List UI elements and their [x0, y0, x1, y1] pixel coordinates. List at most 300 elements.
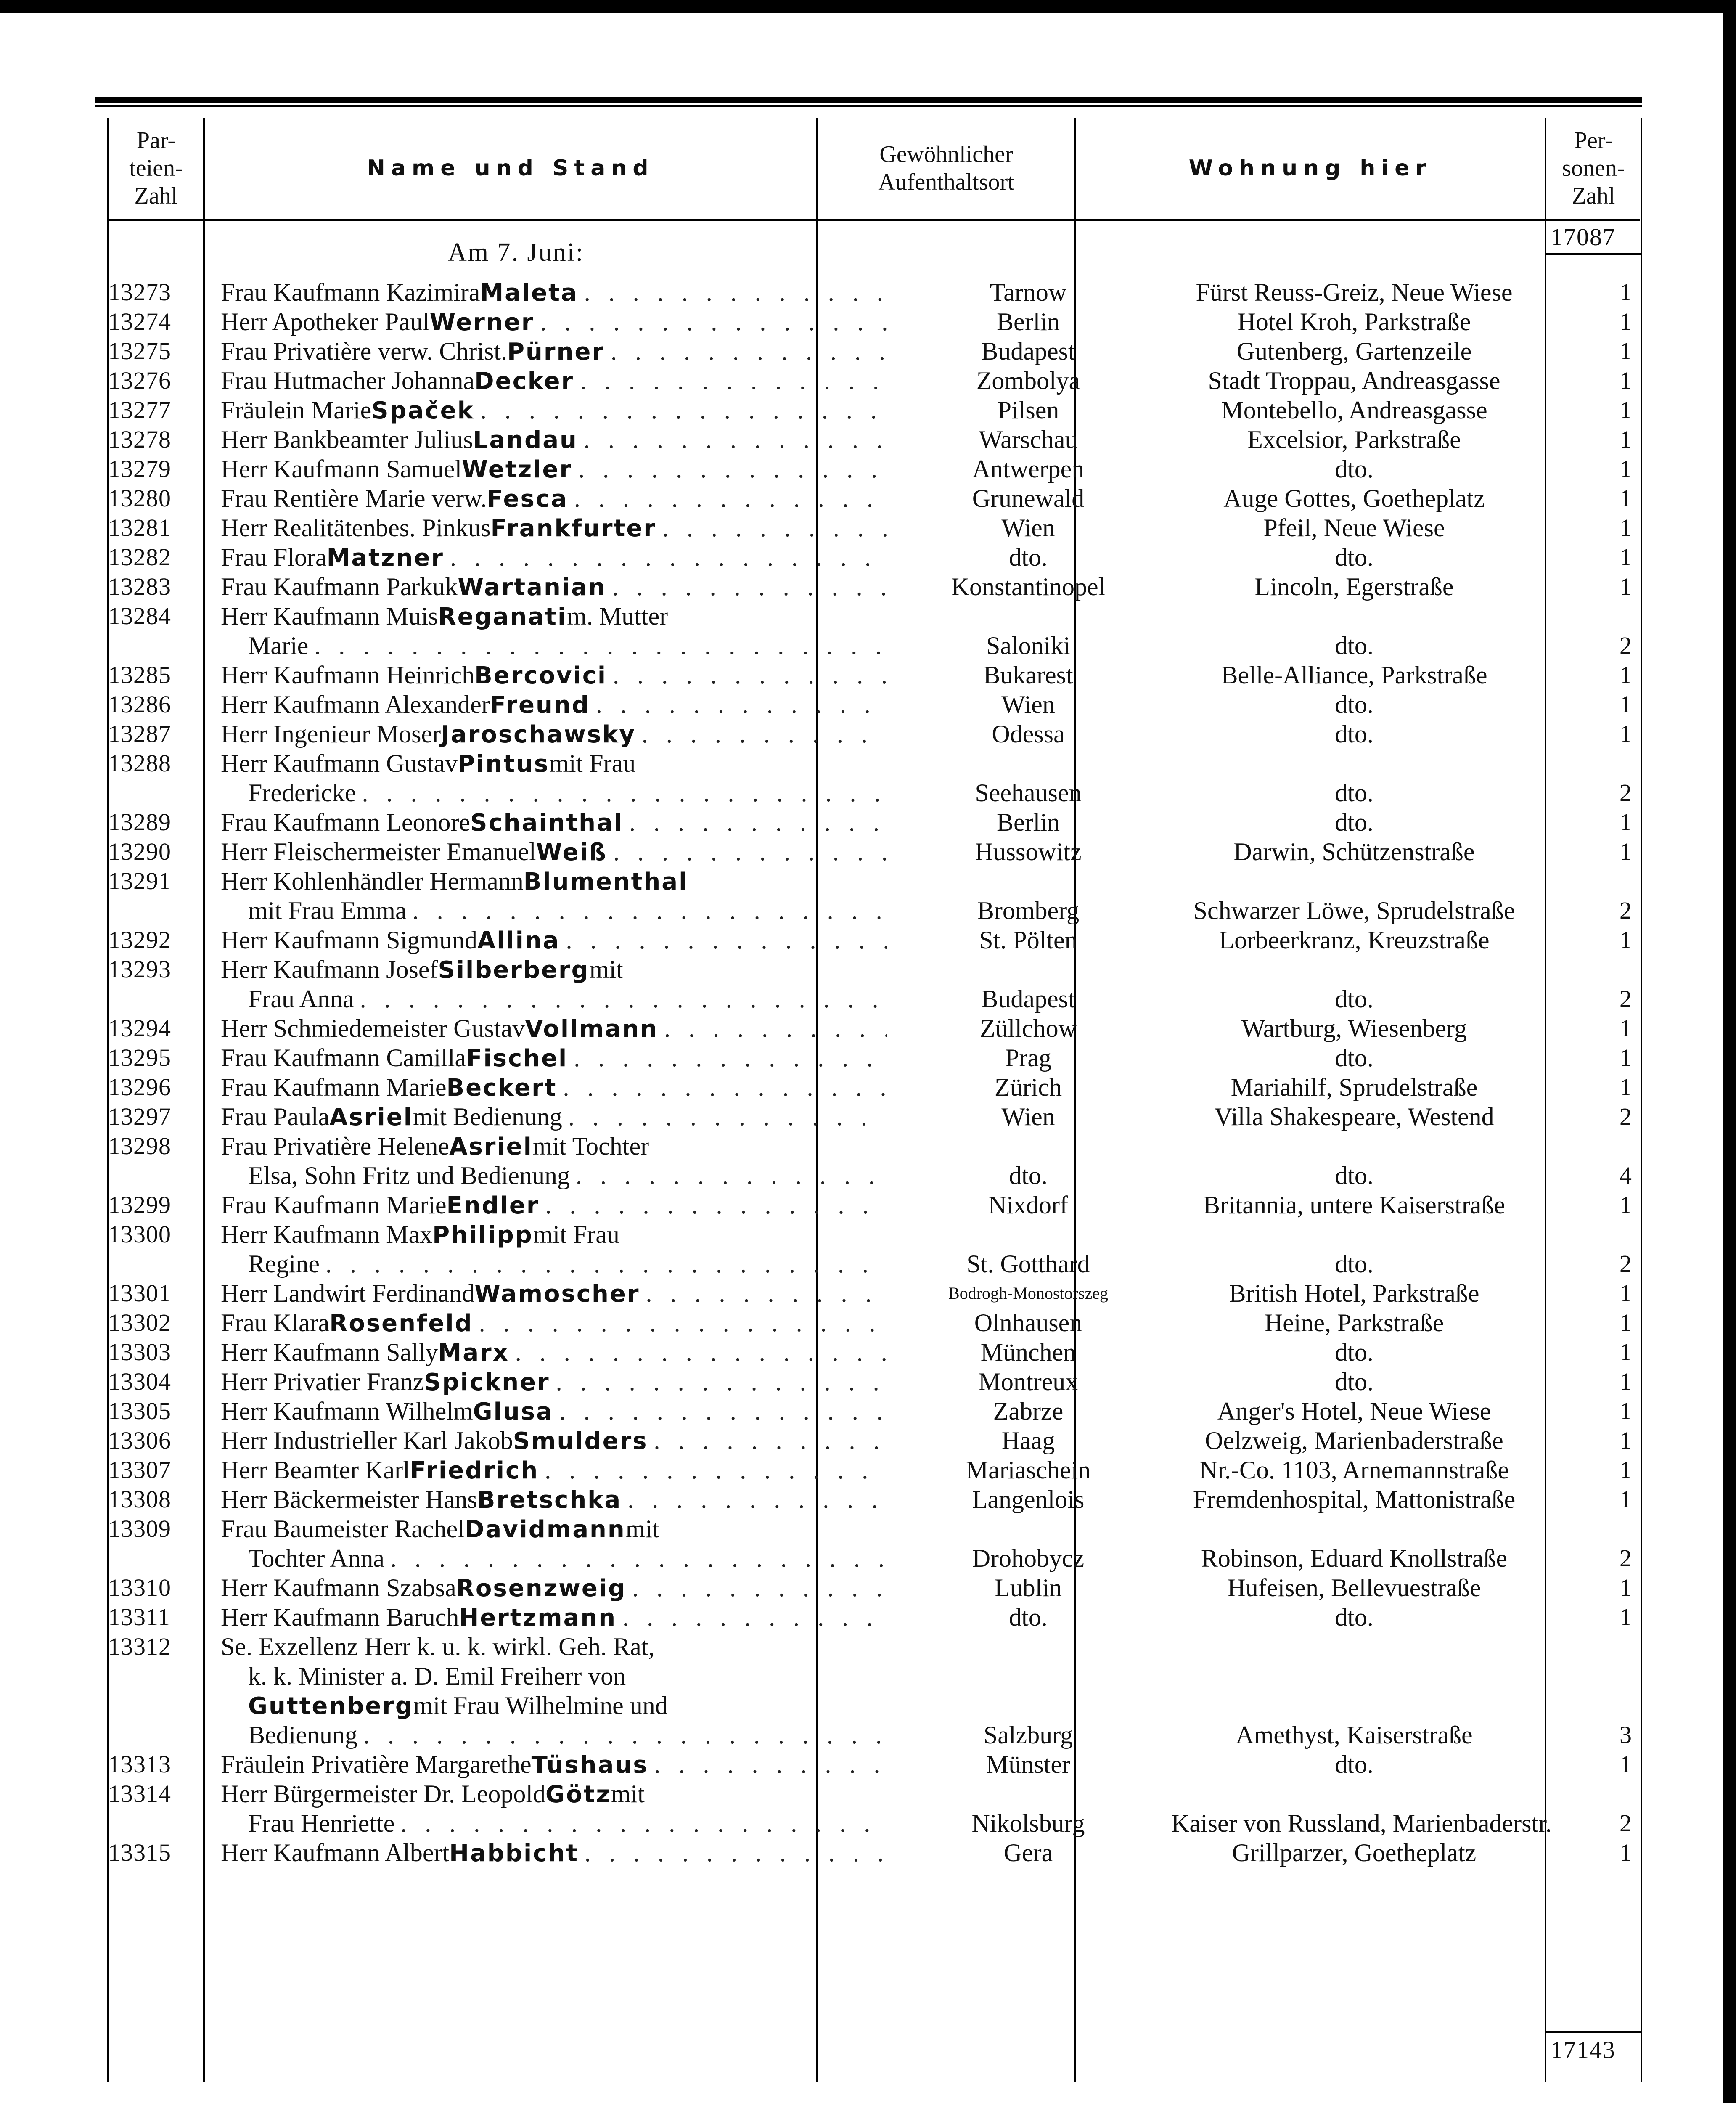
entry-person-count: 1 [1620, 1486, 1632, 1513]
entry-title: Herr Kaufmann Albert [221, 1839, 450, 1867]
entry-person-count: 4 [1620, 1162, 1632, 1189]
entry-lodging: Oelzweig, Marienbaderstraße [1205, 1427, 1503, 1454]
entry-person-count: 1 [1620, 426, 1632, 453]
entry-surname: Wetzler [462, 456, 573, 483]
entry-companion: Marie [248, 632, 309, 660]
table-row [95, 1190, 1642, 1220]
entry-surname: Freund [490, 691, 590, 719]
entry-name-line [221, 1073, 887, 1102]
entry-companion: mit Bedienung [413, 1103, 562, 1131]
entry-home-town: Odessa [992, 720, 1065, 748]
entry-name-and-status [221, 719, 887, 749]
entry-number: 13306 [108, 1427, 171, 1454]
entry-title: Herr Kaufmann Baruch [221, 1603, 459, 1631]
leader-dots [656, 513, 887, 543]
entry-name-and-status [221, 1102, 887, 1131]
entry-surname: Glusa [473, 1398, 553, 1425]
entry-name-line [221, 336, 887, 366]
entry-name-line [221, 955, 887, 984]
entry-surname: Allina [477, 927, 560, 954]
table-row [95, 513, 1642, 543]
entry-home-town: Wien [1001, 514, 1055, 542]
entry-surname: Fesca [487, 485, 568, 513]
entry-person-count: 1 [1620, 691, 1632, 718]
entry-name-line [221, 1014, 887, 1043]
entry-surname: Rosenfeld [329, 1310, 473, 1337]
leader-dots [509, 1338, 887, 1367]
entry-lodging: dto. [1335, 985, 1373, 1013]
entry-lodging: Wartburg, Wiesenberg [1241, 1014, 1467, 1042]
entry-person-count: 1 [1620, 1368, 1632, 1395]
entry-name-line [221, 601, 887, 631]
entry-name-and-status [221, 454, 887, 484]
leader-dots [622, 1485, 887, 1514]
entry-surname: Hertzmann [459, 1604, 617, 1632]
entry-lodging: Stadt Troppau, Andreasgasse [1208, 367, 1500, 395]
entry-title: Herr Kaufmann Wilhelm [221, 1397, 473, 1425]
entry-companion: mit [589, 956, 623, 983]
entry-number: 13308 [108, 1486, 171, 1513]
entry-name-and-status [221, 395, 887, 425]
entry-lodging: dto. [1335, 691, 1373, 718]
table-row [95, 1073, 1642, 1102]
entry-title: Fräulein Privatière Margarethe [221, 1751, 532, 1778]
entry-surname: Frankfurter [490, 515, 656, 542]
entry-title: Herr Schmiedemeister Gustav [221, 1014, 525, 1042]
entry-name-line [221, 984, 887, 1014]
entry-name-line [221, 1661, 887, 1691]
entry-name-and-status [221, 1073, 887, 1102]
entry-person-count: 1 [1620, 1839, 1632, 1866]
entry-lodging: Villa Shakespeare, Westend [1214, 1103, 1494, 1131]
entry-number: 13278 [108, 426, 171, 453]
entry-title: Frau Hutmacher Johanna [221, 367, 475, 395]
entry-name-line [221, 1809, 887, 1838]
entry-title: Se. Exzellenz Herr k. u. k. wirkl. Geh. Rat, [221, 1633, 655, 1661]
entry-name-line [221, 1161, 887, 1190]
entry-number: 13310 [108, 1574, 171, 1601]
table-row [95, 1131, 1642, 1190]
entry-lodging: Hotel Kroh, Parkstraße [1237, 308, 1471, 336]
entry-surname: Beckert [446, 1074, 557, 1102]
entry-person-count: 1 [1620, 543, 1632, 571]
table-row [95, 1779, 1642, 1838]
entry-home-town: dto. [1009, 1162, 1048, 1189]
leader-dots [648, 1750, 887, 1779]
entry-surname: Silberberg [438, 956, 590, 984]
entry-name-and-status [221, 1396, 887, 1426]
entry-home-town: Bromberg [977, 897, 1080, 924]
entry-name-line [221, 896, 887, 925]
entry-name-line [221, 1367, 887, 1396]
entry-home-town: Saloniki [986, 632, 1070, 660]
entry-person-count: 1 [1620, 720, 1632, 747]
final-total: 17143 [1551, 2036, 1616, 2063]
entry-number: 13285 [108, 661, 171, 689]
entry-name-and-status [221, 572, 887, 601]
entry-companion: mit Frau [549, 750, 636, 777]
entry-number: 13286 [108, 691, 171, 718]
entry-title: Herr Kaufmann Alexander [221, 691, 490, 718]
leader-dots [474, 395, 887, 425]
top-rule-heavy [95, 97, 1642, 103]
table-row [95, 1279, 1642, 1308]
leader-dots [384, 1544, 887, 1573]
entry-lodging: Belle-Alliance, Parkstraße [1221, 661, 1487, 689]
entry-surname: Spaček [371, 397, 474, 424]
entry-title: Frau Kaufmann Camilla [221, 1044, 466, 1072]
entry-surname: Friedrich [410, 1457, 539, 1484]
entry-person-count: 1 [1620, 1014, 1632, 1042]
leader-dots [539, 1455, 887, 1485]
leader-dots [550, 1367, 887, 1396]
entry-number: 13313 [108, 1751, 171, 1778]
table-row [95, 925, 1642, 955]
entry-title: Frau Kaufmann Marie [221, 1191, 447, 1219]
entry-number: 13277 [108, 396, 171, 424]
entry-title: Herr Kaufmann Max [221, 1221, 433, 1248]
carry-over-total: 17087 [1551, 223, 1616, 251]
entry-lodging: dto. [1335, 1603, 1373, 1631]
entry-title: Herr Kaufmann Gustav [221, 750, 458, 777]
entry-surname: Wartanian [458, 574, 606, 601]
entry-home-town: St. Gotthard [966, 1250, 1090, 1278]
entry-home-town: Lublin [995, 1574, 1062, 1602]
entry-person-count: 3 [1620, 1721, 1632, 1748]
entry-title: Herr Kaufmann Sigmund [221, 926, 477, 954]
entry-title: Herr Ingenieur Moser [221, 720, 441, 748]
header-name-und-stand: Name und Stand [367, 156, 654, 181]
table-row [95, 749, 1642, 808]
leader-dots [394, 1809, 887, 1838]
entry-lodging: Lincoln, Egerstraße [1254, 573, 1454, 601]
entry-title: Frau Kaufmann Leonore [221, 808, 471, 836]
entry-name-line [221, 366, 887, 395]
entry-title: Herr Kaufmann Muis [221, 602, 438, 630]
entry-name-line [221, 1279, 887, 1308]
entry-companion: Frau Henriette [248, 1809, 395, 1837]
entry-name-and-status [221, 1279, 887, 1308]
entry-name-line [221, 778, 887, 808]
table-row [95, 1602, 1642, 1632]
entry-name-line [221, 837, 887, 866]
entry-home-town: Budapest [981, 337, 1075, 365]
scan-border-right [1723, 0, 1736, 2103]
entry-name-and-status [221, 808, 887, 837]
entry-lodging: Auge Gottes, Goetheplatz [1223, 485, 1485, 512]
entry-lodging: dto. [1335, 455, 1373, 483]
entry-number: 13291 [108, 867, 171, 895]
entry-lodging: Anger's Hotel, Neue Wiese [1217, 1397, 1491, 1425]
entry-name-and-status [221, 749, 887, 808]
entry-surname: Wamoscher [474, 1280, 640, 1308]
entry-person-count: 1 [1620, 1073, 1632, 1101]
entry-number: 13284 [108, 602, 171, 630]
entry-companion: Fredericke [248, 779, 356, 807]
entry-surname: Asriel [449, 1133, 533, 1160]
leader-dots [539, 1190, 887, 1220]
entry-person-count: 1 [1620, 1338, 1632, 1366]
leader-dots [557, 1073, 887, 1102]
entry-person-count: 2 [1620, 1250, 1632, 1277]
entry-name-and-status [221, 837, 887, 866]
entry-home-town: Berlin [997, 808, 1060, 836]
entry-title: Frau Rentière Marie verw. [221, 485, 487, 512]
entry-title: Frau Flora [221, 543, 327, 571]
table-row [95, 690, 1642, 719]
entry-home-town: Züllchow [980, 1014, 1077, 1042]
entry-number: 13302 [108, 1309, 171, 1336]
entry-person-count: 1 [1620, 485, 1632, 512]
entry-name-line [221, 1573, 887, 1602]
entry-lodging: Kaiser von Russland, Marienbaderstr. [1171, 1809, 1552, 1837]
entry-name-line [221, 1308, 887, 1338]
entry-number: 13281 [108, 514, 171, 541]
leader-dots [626, 1573, 887, 1602]
entry-name-and-status [221, 1485, 887, 1514]
entry-name-and-status [221, 278, 887, 307]
table-row [95, 1308, 1642, 1338]
entry-person-count: 1 [1620, 337, 1632, 365]
entry-surname: Endler [446, 1192, 540, 1219]
entry-person-count: 1 [1620, 1309, 1632, 1336]
entry-companion: Regine [248, 1250, 320, 1278]
entry-surname: Davidmann [464, 1516, 626, 1543]
entry-surname: Bretschka [477, 1486, 622, 1514]
entry-number: 13309 [108, 1515, 171, 1542]
entry-person-count: 1 [1620, 308, 1632, 335]
table-row [95, 719, 1642, 749]
entry-name-and-status [221, 543, 887, 572]
entry-person-count: 1 [1620, 1044, 1632, 1071]
entry-number: 13314 [108, 1780, 171, 1807]
entry-name-and-status [221, 336, 887, 366]
entry-number: 13288 [108, 750, 171, 777]
entry-home-town: Konstantinopel [951, 573, 1106, 601]
entry-person-count: 1 [1620, 926, 1632, 954]
leader-dots [320, 1249, 887, 1279]
entry-name-line [221, 1043, 887, 1073]
entry-number: 13295 [108, 1044, 171, 1071]
entry-surname: Spickner [424, 1369, 550, 1396]
entry-surname: Habbicht [449, 1840, 579, 1867]
entry-name-line [221, 925, 887, 955]
table-row [95, 1485, 1642, 1514]
entry-name-line [221, 307, 887, 336]
entry-name-line [221, 425, 887, 454]
table-row [95, 1514, 1642, 1573]
entry-name-line [221, 1249, 887, 1279]
table-row [95, 543, 1642, 572]
entry-number: 13300 [108, 1221, 171, 1248]
leader-dots [617, 1602, 887, 1632]
entry-home-town: Hussowitz [975, 838, 1082, 866]
entry-title-cont: k. k. Minister a. D. Emil Freiherr von [248, 1662, 626, 1690]
leader-dots [640, 1279, 887, 1308]
entry-lodging: Pfeil, Neue Wiese [1263, 514, 1445, 542]
entry-title: Frau Klara [221, 1309, 330, 1337]
entry-surname: Vollmann [525, 1015, 659, 1043]
table-row [95, 1838, 1642, 1867]
entry-companion: Elsa, Sohn Fritz und Bedienung [248, 1162, 570, 1189]
entry-number: 13303 [108, 1338, 171, 1366]
top-rule-thin [95, 105, 1642, 107]
entry-companion: Bedienung [248, 1721, 357, 1749]
entry-title: Frau Kaufmann Kazimira [221, 278, 480, 306]
entry-home-town: Antwerpen [972, 455, 1085, 483]
entry-name-line [221, 1396, 887, 1426]
entry-name-and-status [221, 1750, 887, 1779]
leader-dots [578, 425, 887, 454]
entry-home-town: Gera [1003, 1839, 1053, 1867]
leader-dots [560, 925, 887, 955]
entry-name-and-status [221, 925, 887, 955]
entry-name-line [221, 1691, 887, 1720]
table-row [95, 1043, 1642, 1073]
entry-lodging: dto. [1335, 1162, 1373, 1189]
entry-home-town: Grunewald [972, 485, 1085, 512]
entry-title: Herr Kaufmann Heinrich [221, 661, 475, 689]
final-total-overline [1546, 2031, 1641, 2033]
entry-number: 13290 [108, 838, 171, 865]
entry-home-town: Zürich [995, 1073, 1062, 1101]
entry-number: 13276 [108, 367, 171, 394]
entry-name-line [221, 454, 887, 484]
entry-companion: mit Tochter [532, 1132, 649, 1160]
table-row [95, 454, 1642, 484]
table-row [95, 808, 1642, 837]
leader-dots [356, 778, 887, 808]
entry-name-and-status [221, 866, 887, 925]
entry-lodging: Britannia, untere Kaiserstraße [1203, 1191, 1506, 1219]
entry-surname: Reganati [438, 603, 567, 630]
entry-home-town: Wien [1001, 1103, 1055, 1131]
entry-person-count: 1 [1620, 396, 1632, 424]
entry-name-line [221, 1131, 887, 1161]
entry-home-town: Pilsen [997, 396, 1059, 424]
leader-dots [357, 1720, 887, 1750]
leader-dots [578, 278, 887, 307]
entry-number: 13297 [108, 1103, 171, 1130]
entry-home-town: Drohobycz [972, 1544, 1085, 1572]
entry-number: 13292 [108, 926, 171, 954]
entry-surname: Fischel [466, 1045, 568, 1072]
entry-lodging: Fürst Reuss-Greiz, Neue Wiese [1196, 278, 1513, 306]
entry-name-line [221, 1779, 887, 1809]
table-row [95, 955, 1642, 1014]
entry-number: 13283 [108, 573, 171, 600]
entry-number: 13287 [108, 720, 171, 747]
entry-number: 13294 [108, 1014, 171, 1042]
entry-number: 13296 [108, 1073, 171, 1101]
entry-number: 13273 [108, 278, 171, 306]
table-row [95, 1367, 1642, 1396]
entry-person-count: 1 [1620, 573, 1632, 600]
entry-name-and-status [221, 1632, 887, 1750]
entry-person-count: 1 [1620, 1751, 1632, 1778]
leader-dots [606, 572, 887, 601]
leader-dots [590, 690, 887, 719]
entry-surname: Asriel [329, 1104, 413, 1131]
entry-home-town: Langenlois [972, 1486, 1085, 1513]
entry-surname: Smulders [513, 1428, 648, 1455]
entry-home-town: Wien [1001, 691, 1055, 718]
entry-person-count: 1 [1620, 1574, 1632, 1601]
entry-surname: Landau [473, 426, 578, 454]
entry-home-town: Salzburg [983, 1721, 1073, 1749]
entry-home-town: Mariaschein [966, 1456, 1091, 1484]
table-row [95, 601, 1642, 660]
date-heading: Am 7. Juni: [448, 238, 585, 267]
entry-name-line [221, 1514, 887, 1544]
leader-dots [562, 1102, 887, 1131]
entry-title: Herr Realitätenbes. Pinkus [221, 514, 491, 542]
leader-dots [407, 896, 887, 925]
entry-home-town: Bukarest [983, 661, 1073, 689]
entry-companion: mit Frau Emma [248, 897, 407, 924]
entry-name-line [221, 1220, 887, 1249]
entry-name-line [221, 1602, 887, 1632]
entry-name-line [221, 572, 887, 601]
entry-surname: Philipp [432, 1221, 533, 1249]
entry-person-count: 1 [1620, 514, 1632, 541]
leader-dots [444, 543, 887, 572]
entry-surname: Tüshaus [531, 1751, 648, 1779]
entry-name-and-status [221, 1131, 887, 1190]
entry-title: Herr Kaufmann Szabsa [221, 1574, 456, 1602]
entry-person-count: 2 [1620, 1809, 1632, 1837]
entry-number: 13315 [108, 1839, 171, 1866]
entry-person-count: 2 [1620, 779, 1632, 806]
entry-name-and-status [221, 1602, 887, 1632]
entry-name-line [221, 513, 887, 543]
entry-name-and-status [221, 601, 887, 660]
leader-dots [636, 719, 887, 749]
entry-name-and-status [221, 1190, 887, 1220]
entry-home-town: Haag [1001, 1427, 1055, 1454]
entry-surname: Maleta [480, 279, 578, 307]
entry-surname: Jaroschawsky [441, 721, 636, 748]
entry-person-count: 1 [1620, 278, 1632, 306]
leader-dots [568, 1043, 887, 1073]
entry-person-count: 1 [1620, 1456, 1632, 1483]
entry-surname: Matzner [326, 544, 444, 572]
entry-title: Herr Bäckermeister Hans [221, 1486, 477, 1513]
entry-lodging: dto. [1335, 1751, 1373, 1778]
carry-over-underline [1546, 253, 1641, 255]
entry-lodging: dto. [1335, 543, 1373, 571]
leader-dots [568, 484, 887, 513]
entry-companion: mit Frau [533, 1221, 619, 1248]
table-row [95, 1750, 1642, 1779]
header-personen-zahl: Per- sonen- Zahl [1562, 127, 1625, 209]
entry-number: 13280 [108, 485, 171, 512]
leader-dots [648, 1426, 887, 1455]
entry-lodging: dto. [1335, 1338, 1373, 1366]
entry-home-town: Warschau [979, 426, 1078, 453]
entry-lodging: dto. [1335, 1044, 1373, 1072]
entry-surname: Guttenberg [248, 1692, 413, 1720]
entry-number: 13282 [108, 543, 171, 571]
entry-title: Herr Bürgermeister Dr. Leopold [221, 1780, 546, 1808]
entry-person-count: 2 [1620, 897, 1632, 924]
entry-name-line [221, 1750, 887, 1779]
entry-surname: Werner [429, 309, 535, 336]
scan-border-top [0, 0, 1736, 13]
entry-name-and-status [221, 1308, 887, 1338]
entry-home-town: St. Pölten [979, 926, 1077, 954]
entry-home-town: Montreux [978, 1368, 1078, 1396]
